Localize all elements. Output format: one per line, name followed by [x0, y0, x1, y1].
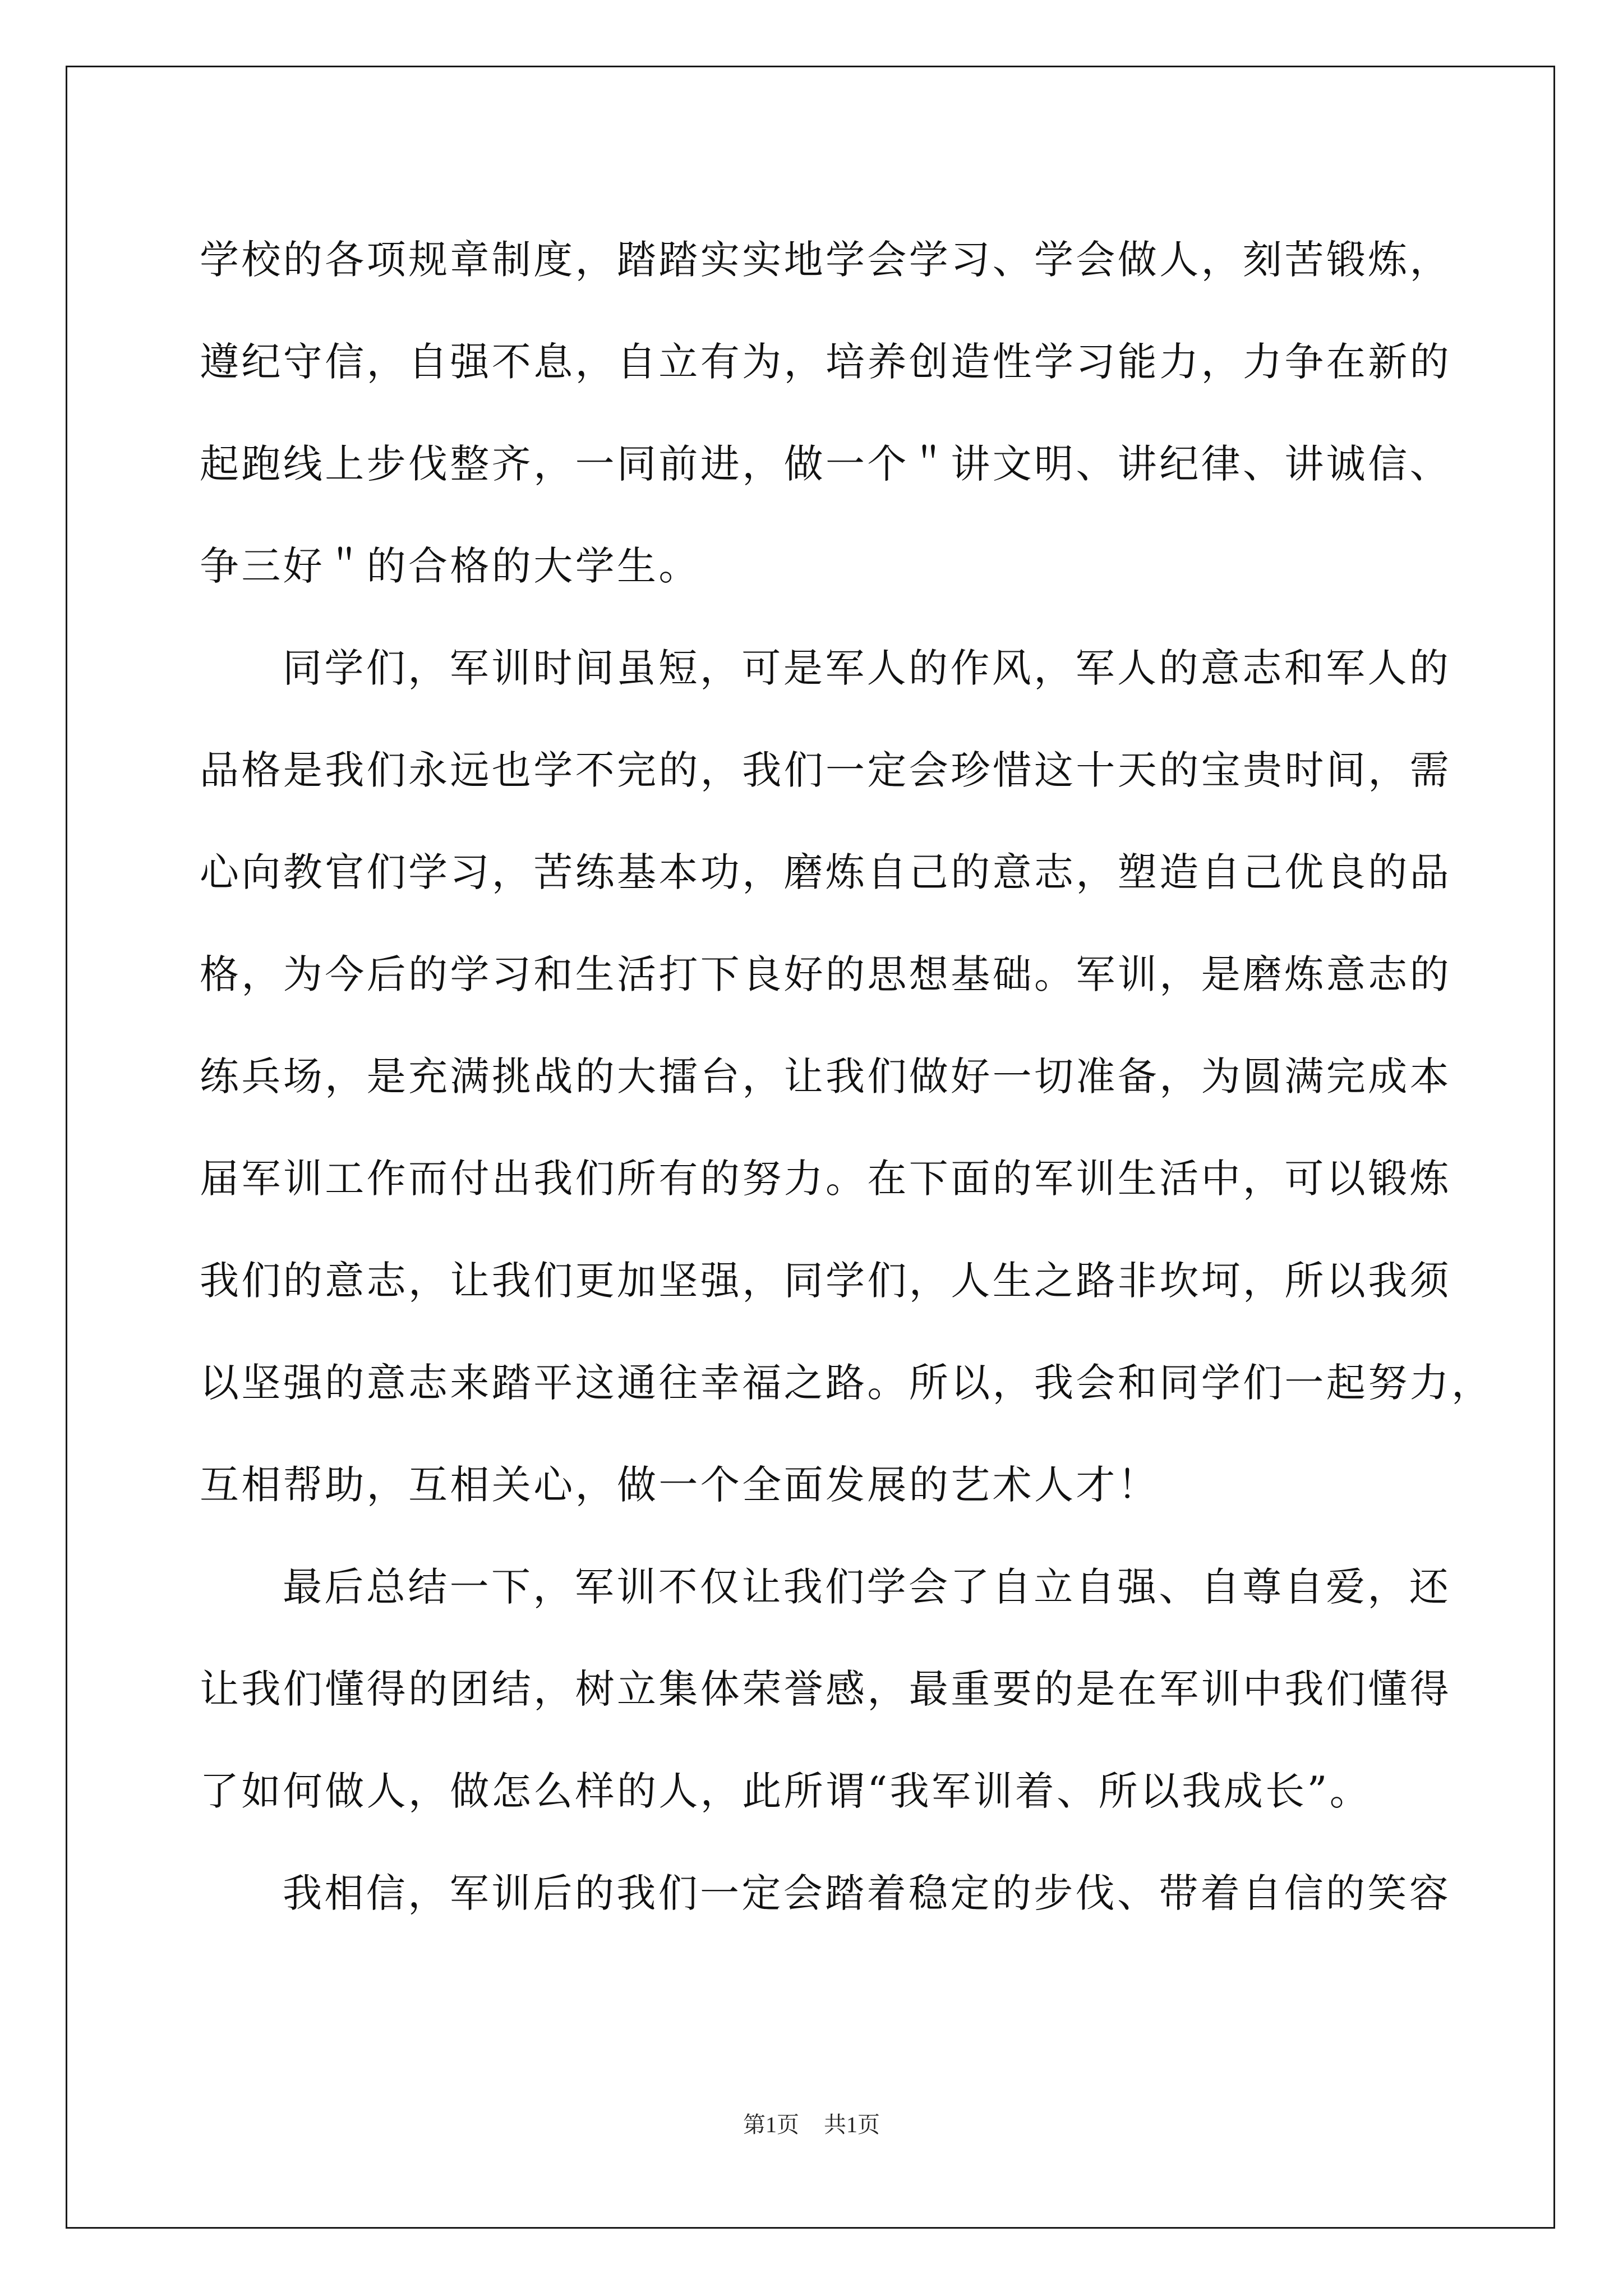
text-line: 争三好＂的合格的大学生。: [200, 543, 700, 589]
document-body: [200, 209, 1493, 1944]
text-line: 让我们懂得的团结，树立集体荣誉感，最重要的是在军训中我们懂得: [200, 1666, 1451, 1712]
text-line: 届军训工作而付出我们所有的努力。在下面的军训生活中，可以锻炼: [200, 1156, 1451, 1202]
paragraph-start-line: 最后总结一下，军训不仅让我们学会了自立自强、自尊自爱，还: [283, 1564, 1451, 1610]
page-total: 共1页: [824, 2112, 880, 2137]
text-line: 格，为今后的学习和生活打下良好的思想基础。军训，是磨炼意志的: [200, 951, 1451, 997]
paragraph-start-line: 同学们，军训时间虽短，可是军人的作风，军人的意志和军人的: [283, 645, 1451, 691]
text-line: 练兵场，是充满挑战的大擂台，让我们做好一切准备，为圆满完成本: [200, 1053, 1451, 1099]
text-line: 起跑线上步伐整齐，一同前进，做一个＂讲文明、讲纪律、讲诚信、: [200, 441, 1451, 487]
paragraph-start-line: 我相信，军训后的我们一定会踏着稳定的步伐、带着自信的笑容: [283, 1870, 1451, 1916]
text-line: 遵纪守信，自强不息，自立有为，培养创造性学习能力，力争在新的: [200, 339, 1451, 385]
text-line: 互相帮助，互相关心，做一个全面发展的艺术人才！: [200, 1462, 1160, 1508]
text-line: 了如何做人，做怎么样的人，此所谓“我军训着、所以我成长”。: [200, 1768, 1372, 1814]
text-line: 心向教官们学习，苦练基本功，磨炼自己的意志，塑造自己优良的品: [200, 849, 1451, 895]
text-line: 我们的意志，让我们更加坚强，同学们，人生之路非坎坷，所以我须: [200, 1258, 1451, 1304]
page-footer: [0, 2107, 1623, 2139]
page-number: 第1页: [743, 2112, 799, 2137]
text-line: 以坚强的意志来踏平这通往幸福之路。所以，我会和同学们一起努力，: [200, 1360, 1493, 1406]
text-line: 学校的各项规章制度，踏踏实实地学会学习、学会做人，刻苦锻炼，: [200, 237, 1451, 283]
text-line: 品格是我们永远也学不完的，我们一定会珍惜这十天的宝贵时间，需: [200, 747, 1451, 793]
